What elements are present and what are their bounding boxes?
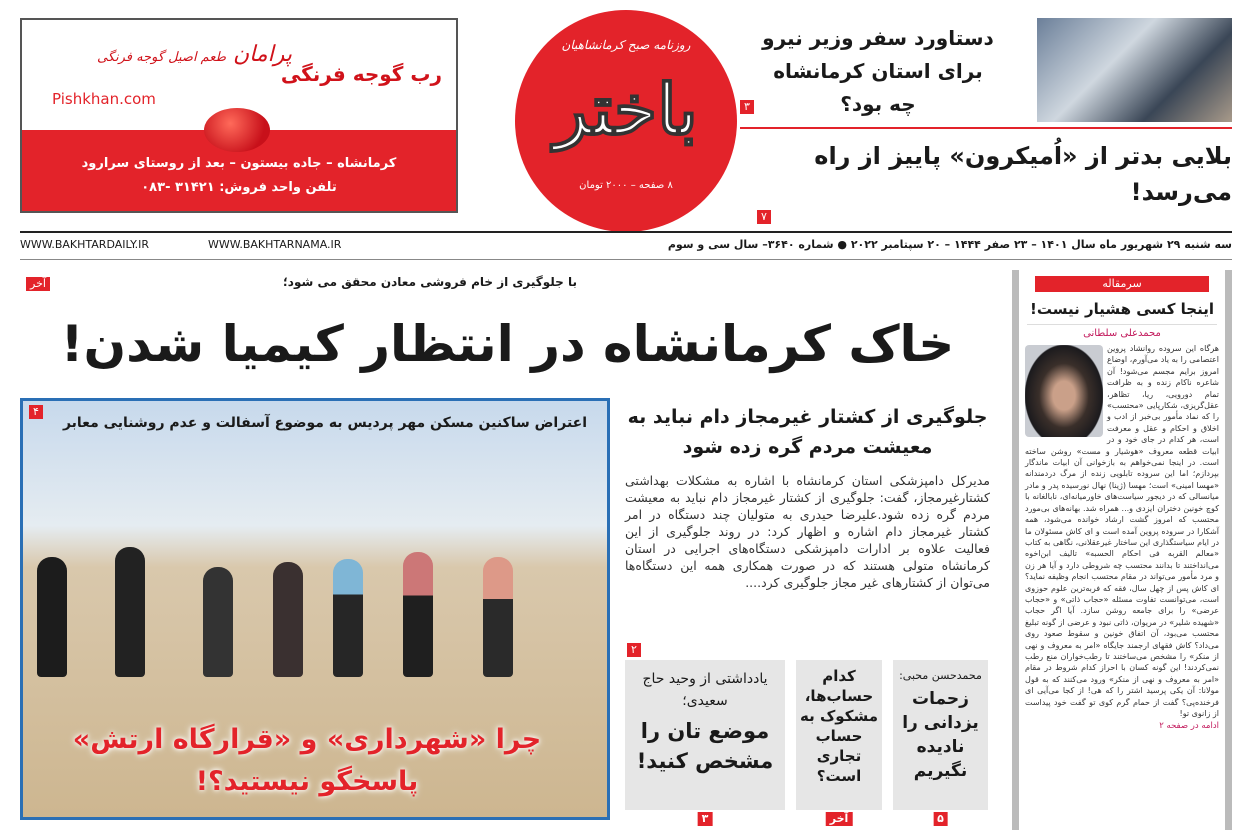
page-badge: ۲: [627, 643, 641, 657]
top-story-2[interactable]: بلایی بدتر از «اُمیکرون» پاییز از راه می‌رسد!: [814, 142, 1232, 206]
issue-date: سه شنبه ۲۹ شهریور ماه سال ۱۴۰۱ – ۲۳ صفر ۱۴۴۴ – ۲۰ سپتامبر ۲۰۲۲ ● شماره ۳۶۴۰– سال سی و سوم: [667, 238, 1232, 251]
author-photo: [1025, 345, 1103, 437]
main-headline[interactable]: خاک کرمانشاه در انتظار کیمیا شدن!: [60, 315, 955, 373]
minister-photo: [1037, 18, 1232, 122]
watermark: Pishkhan.com: [52, 90, 156, 108]
ad-tagline: طعم اصیل گوجه فرنگی: [96, 50, 226, 65]
divider: [20, 259, 1232, 260]
protester-figure: [403, 552, 433, 677]
kicker: با جلوگیری از خام فروشی معادن محقق می شود؛: [282, 275, 578, 289]
box-kicker: محمدحسن محبی:: [899, 669, 982, 682]
photo-caption: اعتراض ساکنین مسکن مهر پردیس به موضوع آسفالت و عدم روشنایی معابر: [62, 415, 588, 431]
page-badge: آخر: [826, 812, 853, 826]
divider: [740, 127, 1232, 129]
editorial-column: [1012, 270, 1232, 830]
dateline: [20, 238, 1232, 254]
masthead-logo: [515, 10, 737, 232]
ad-title: رب گوجه فرنگی: [280, 62, 442, 86]
masthead-subtitle: روزنامه صبح کرمانشاهیان: [561, 38, 691, 52]
ad-brand: پرامان: [232, 42, 292, 67]
website-link[interactable]: WWW.BAKHTARNAMA.IR: [208, 238, 342, 251]
protester-figure: [333, 559, 363, 677]
box-title: کدام حساب‌ها، مشکوک به حساب تجاری است؟: [800, 667, 878, 785]
continued-link[interactable]: ادامه در صفحه ۲: [1159, 721, 1219, 732]
tomato-image: [204, 108, 270, 152]
ad-address: کرمانشاه – جاده بیستون – بعد از روستای سرارود: [81, 156, 397, 171]
protester-figure: [37, 557, 67, 677]
website-link[interactable]: WWW.BAKHTARDAILY.IR: [20, 238, 150, 251]
protester-figure: [203, 567, 233, 677]
ad-phone: تلفن واحد فروش: ۳۱۴۲۱ -۰۸۳: [141, 180, 337, 195]
divider: [20, 231, 1232, 233]
protester-figure: [483, 557, 513, 677]
page-badge: آخر: [26, 277, 50, 291]
page-badge: ۳: [740, 100, 754, 114]
masthead-price: ۸ صفحه – ۲۰۰۰ تومان: [579, 180, 673, 191]
editorial-tag: سرمقاله: [1035, 276, 1209, 292]
page-badge: ۷: [757, 210, 771, 224]
protester-figure: [115, 547, 145, 677]
story-title: جلوگیری از کشتار غیرمجاز دام نباید به معیشت مردم گره زده شود: [627, 406, 988, 458]
box-title: موضع تان را مشخص کنید!: [636, 719, 774, 773]
story-box-mohebbi[interactable]: [893, 660, 988, 825]
livestock-story[interactable]: [625, 402, 990, 591]
masthead-name: باختر: [554, 68, 698, 151]
protester-figure: [273, 562, 303, 677]
story-box-opinion[interactable]: [625, 660, 785, 825]
ad-brand-logo: [42, 42, 292, 67]
page-badge: ۴: [29, 405, 43, 419]
story-body: مدیرکل دامپزشکی استان کرمانشاه با اشاره به مشکلات بهداشتی کشتارغیرمجاز، گفت: جلوگیری از کشتار غیرمجاز دام نباید به معیشت مردم گره زده شود.علیرضا حیدری به متولیان چند دستگاه در امر کشتار غیرمجاز دام اشاره و اظهار کرد: در روند جلوگیری از این فعالیت علاوه بر ادارات دامپزشکی دستگاه‌های اجرایی در استان کرمانشاه متولی هستند که در صورت همکاری همه این دستگاه‌ها می‌توان از کشتارهای غیر مجاز جلوگیری کرد....: [625, 473, 990, 590]
photo-story[interactable]: [20, 398, 610, 820]
editorial-title: اینجا کسی هشیار نیست!: [1030, 300, 1214, 318]
editorial-author: محمدعلی سلطانی: [1027, 324, 1217, 339]
page-badge: ۳: [698, 812, 713, 826]
page-badge: ۵: [933, 812, 948, 826]
box-title: زحمات یزدانی را نادیده نگیریم: [902, 689, 979, 781]
top-story-1[interactable]: دستاورد سفر وزیر نیرو برای استان کرمانشاه چه بود؟: [762, 26, 994, 116]
editorial-body: هرگاه این سروده روانشاد پروین اعتصامی را به یاد می‌آورم، اوضاع امروز برایم مجسم می‌شود! آن شاعره ناکام زنده و به ظرافت تمام دورویی، ریا، تظاهر، عقل‌گریزی، شکارپایی «محتسب» را که نماد مأمور بی‌خبر از ادب و اخلاق و احکام و عقل و معرفت است، هر کدام در جای خود و در ابیات قطعه معروف «هوشیار و مست» روشن ساخته است. در اینجا نمی‌خواهم به بازخوانی آن ابیات ماندگار بپردازم؛ اما این سروده تابلویی زنده از مرگ دردمندانه «مهسا امینی» است؛ مهسا (ژینا) نهال نورسیده پدر و مادر میانسالی که در دیجور سیاست‌های خاورمیانه‌ای، نابالغانه با کوچ خونین دختران ایزدی و... همراه شد. بهانه‌های بی‌مورد محتسب که امروز گشت ارشاد خوانده می‌شود، همه آشکارا در سروده پروین آمده است و ای کاش مسئولان ما در ایام سیاستگذاری این ساختار غیرعقلانی، نگاهی به کتاب «معالم القربه فی احکام الحسبه» تالیف ابن‌اخوه می‌انداختند تا بدانند محتسب چه شروطی دارد و آیا هر زن و مرد مأمور می‌تواند در مقام محتسب انجام وظیفه نماید؟ ای کاش پس از چهل سال، فقه که فربه‌ترین علوم حوزوی است، می‌توانست تفاوت مسئله «حجاب ذاتی» و «حجاب عرضی» را برای جامعه روشن سازد. آیا اگر حجاب «شهیده شلیر» در مریوان، ذاتی نبود و عرضی از گونه تبلیغ محتسب می‌بود، آن اتفاق خونین و سقوط صعود روی می‌داد؟ کاش فقهای ارجمند جایگاه «امر به معروف و نهی از منکر» را مشخص می‌ساختند تا رطب‌خواران منع رطب نمی‌کردند! این گونه کسان با احراز کدام شروط در مقام «امر به معروف و نهی از منکر» ورود می‌کنند که به قول مولانا: آن یکی پرسید اشتر را که هی! از کجا می‌آیی ای فرخنده‌پی؟ گفت از حمام گرم کوی تو گفت خود پیداست از زانوی تو!: [1025, 344, 1219, 718]
tomato-paste-ad: [20, 18, 458, 213]
box-kicker: یادداشتی از وحید حاج سعیدی؛: [642, 671, 768, 709]
photo-quote: چرا «شهرداری» و «قرارگاه ارتش» پاسخگو نیستید؟!: [72, 724, 542, 797]
story-box-accounts[interactable]: [796, 660, 882, 825]
